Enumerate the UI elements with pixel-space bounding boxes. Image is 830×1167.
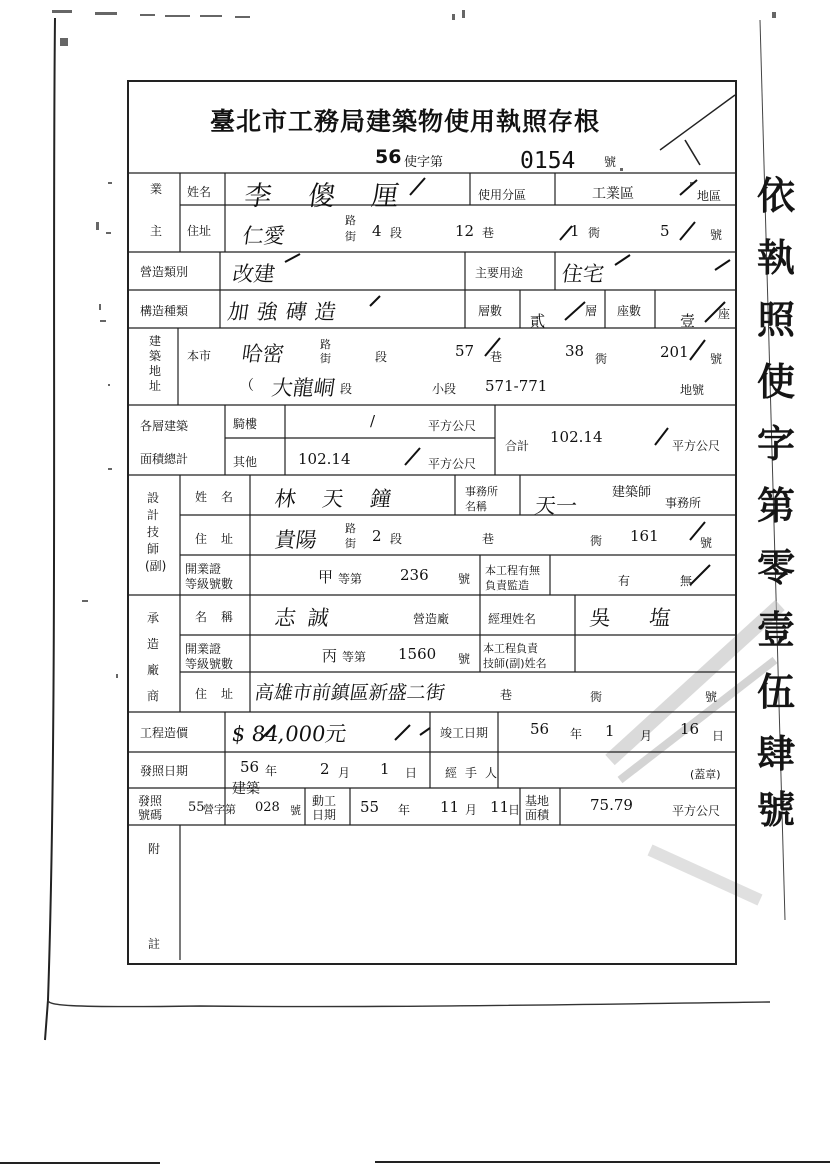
- contractor-license-grade: 丙: [322, 647, 338, 665]
- designer-section-label: 段: [390, 532, 403, 546]
- designer-license-number: 236: [400, 566, 429, 584]
- total-area-value: 102.14: [550, 428, 603, 446]
- site-number: 201: [660, 343, 689, 361]
- zoning-label: 使用分區: [478, 188, 527, 202]
- base-label-top: 基地: [525, 794, 550, 808]
- contractor-license-number: 1560: [398, 645, 437, 663]
- contractor-license-label-bottom: 等級號數: [185, 657, 234, 671]
- remarks-label-top: 附: [148, 842, 161, 856]
- total-area-label: 合計: [505, 439, 530, 453]
- owner-lane-label: 巷: [482, 226, 495, 240]
- contractor-address-label: 住址: [195, 687, 248, 701]
- complete-month-label: 月: [640, 729, 653, 743]
- issue-month-label: 月: [338, 766, 351, 780]
- permit-prefix: 55: [188, 800, 205, 815]
- owner-address-alley: 1: [570, 222, 580, 240]
- total-area-unit: 平方公尺: [672, 439, 721, 453]
- designer-name-label: 姓名: [195, 490, 248, 504]
- use-value: 住宅: [560, 262, 606, 286]
- manager-label: 經理姓名: [488, 612, 537, 626]
- issue-year-label: 年: [265, 764, 278, 778]
- side-stamp-char: 照: [756, 297, 795, 342]
- owner-street-label: 街: [345, 230, 356, 243]
- designer-name: 林 天 鐘: [273, 487, 403, 511]
- start-label-bottom: 日期: [312, 808, 337, 822]
- site-street-label: 街: [320, 352, 331, 365]
- site-alley-label: 衖: [595, 352, 608, 366]
- start-day-label: 日: [508, 803, 521, 817]
- site-vertical-label: 建築地址: [148, 334, 161, 393]
- side-stamp-char: 字: [756, 421, 795, 466]
- designer-road-label: 路: [345, 522, 356, 535]
- floors-unit: 層: [585, 304, 598, 318]
- contractor-name: 志誠: [273, 606, 343, 630]
- permit-number-value: 028: [255, 800, 280, 815]
- contractor-lane-label: 巷: [500, 688, 513, 702]
- complete-year: 56: [530, 720, 550, 738]
- issue-year: 56: [240, 758, 260, 776]
- issue-month: 2: [320, 760, 330, 778]
- owner-section-label: 段: [390, 226, 403, 240]
- start-day: 11: [490, 798, 510, 816]
- arcade-value: /: [370, 412, 376, 430]
- base-unit: 平方公尺: [672, 804, 721, 818]
- permit-number-suffix: 號: [604, 155, 617, 169]
- area-label-top: 各層建築: [140, 419, 189, 433]
- permit-label-top: 發照: [138, 794, 163, 808]
- side-stamp-char: 號: [756, 787, 795, 832]
- site-road-label: 路: [320, 338, 331, 351]
- site-number-label: 號: [710, 352, 723, 366]
- designer-address-section: 2: [372, 527, 382, 545]
- site-subsection-label: 小段: [432, 382, 457, 396]
- contractor-alley-label: 衖: [590, 690, 603, 704]
- engineer-label-bottom: 技師(副)姓名: [483, 657, 547, 670]
- cost-label: 工程造價: [140, 726, 189, 740]
- use-label: 主要用途: [475, 266, 524, 280]
- arcade-label: 騎樓: [233, 417, 258, 431]
- zoning-suffix: 地區: [697, 189, 722, 203]
- complete-month: 1: [605, 722, 615, 740]
- floors-label: 層數: [478, 304, 503, 318]
- other-value: 102.14: [298, 450, 351, 468]
- designer-address-road: 貴陽: [273, 528, 319, 552]
- supervise-yes: 有: [618, 574, 631, 588]
- designer-license-word: 等第: [338, 572, 363, 586]
- owner-name: 李 傻 厘: [242, 181, 415, 212]
- start-month-label: 月: [465, 803, 478, 817]
- designer-office-suffix-bottom: 事務所: [665, 496, 702, 510]
- owner-address-lane: 12: [455, 222, 475, 240]
- designer-license-label-bottom: 等級號數: [185, 577, 234, 591]
- complete-label: 竣工日期: [440, 726, 489, 740]
- designer-alley-label: 衖: [590, 534, 603, 548]
- permit-handwritten-note: 建築: [232, 781, 260, 797]
- floors-value: 貳: [530, 312, 546, 330]
- supervise-no: 無: [680, 574, 693, 588]
- designer-office-suffix-top: 建築師: [612, 485, 652, 500]
- designer-address-number: 161: [630, 527, 659, 545]
- owner-section-label-top: 業: [150, 182, 163, 196]
- base-label-bottom: 面積: [525, 808, 550, 822]
- contractor-license-suffix: 號: [458, 652, 471, 666]
- blocks-label: 座數: [617, 304, 642, 318]
- permit-label-bottom: 號碼: [138, 808, 163, 822]
- site-district-label: 段: [340, 382, 353, 396]
- designer-vertical-label: 設計技師(副): [145, 491, 167, 573]
- engineer-label-top: 本工程負責: [483, 642, 538, 655]
- owner-address-road: 仁愛: [241, 224, 287, 248]
- permit-number-suffix-label: 號: [290, 804, 301, 817]
- side-stamp-char: 執: [756, 235, 795, 280]
- site-lane-label: 巷: [490, 350, 503, 364]
- complete-day: 16: [680, 720, 700, 738]
- owner-address-number: 5: [660, 222, 670, 240]
- site-district: 大龍峒: [270, 376, 337, 400]
- site-section-label: 段: [375, 350, 388, 364]
- manager-name: 吳 塩: [588, 606, 689, 630]
- blocks-unit: 座: [718, 307, 731, 321]
- side-stamp-char: 肆: [756, 731, 795, 776]
- owner-address-section: 4: [372, 222, 382, 240]
- cost-value: $ 84,000元: [230, 722, 349, 746]
- owner-name-label: 姓名: [187, 185, 212, 199]
- owner-road-label: 路: [345, 214, 356, 227]
- side-stamp-char: 第: [756, 483, 795, 528]
- site-alley: 38: [565, 342, 585, 360]
- permit-number: 0154: [520, 148, 576, 174]
- category-value: 改建: [231, 262, 277, 286]
- designer-license-suffix: 號: [458, 572, 471, 586]
- area-label-bottom: 面積總計: [140, 452, 189, 466]
- owner-alley-label: 衖: [588, 226, 601, 240]
- contractor-type-label: 營造廠: [413, 612, 450, 626]
- blocks-value: 壹: [680, 312, 696, 330]
- site-road: 哈密: [240, 342, 286, 366]
- site-lane: 57: [455, 342, 475, 360]
- issue-day-label: 日: [405, 766, 418, 780]
- structure-value: 加強磚造: [226, 300, 346, 324]
- supervise-label-bottom: 負責監造: [485, 579, 529, 592]
- complete-year-label: 年: [570, 727, 583, 741]
- designer-license-label-top: 開業證: [185, 562, 222, 576]
- issue-day: 1: [380, 760, 390, 778]
- contractor-vertical-label: 承造廠商: [146, 611, 159, 703]
- side-stamp-char: 零: [756, 545, 795, 590]
- owner-address-label: 住址: [187, 224, 212, 238]
- side-stamp-char: 依: [756, 173, 795, 218]
- zoning-value: 工業區: [592, 186, 634, 202]
- site-city-label: 本市: [187, 349, 212, 363]
- designer-address-label: 住址: [195, 532, 248, 546]
- other-unit: 平方公尺: [428, 457, 477, 471]
- supervise-label-top: 本工程有無: [485, 564, 540, 577]
- designer-license-grade: 甲: [318, 568, 334, 586]
- contractor-number-label: 號: [705, 690, 718, 704]
- start-label-top: 動工: [312, 794, 337, 808]
- permit-word-label: 使字第: [404, 155, 444, 170]
- site-district-paren: （: [240, 378, 254, 394]
- arcade-unit: 平方公尺: [428, 419, 477, 433]
- owner-number-label: 號: [710, 228, 723, 242]
- category-label: 營造類別: [140, 265, 189, 279]
- designer-lane-label: 巷: [482, 532, 495, 546]
- side-stamp-char: 壹: [756, 607, 795, 652]
- side-stamp-char: 使: [756, 359, 795, 404]
- designer-office-label-top: 事務所: [465, 485, 498, 498]
- start-year-label: 年: [398, 803, 411, 817]
- side-stamp-char: 伍: [756, 669, 795, 714]
- seal-label: (蓋章): [690, 768, 721, 781]
- designer-office: 天一: [533, 494, 579, 518]
- permit-word: 營字第: [203, 803, 236, 816]
- designer-street-label: 街: [345, 537, 356, 550]
- contractor-license-label-top: 開業證: [185, 642, 222, 656]
- contractor-name-label: 名稱: [195, 610, 248, 624]
- contractor-address: 高雄市前鎮區新盛二街: [253, 682, 447, 704]
- permit-year-prefix: 56: [375, 146, 402, 168]
- start-month: 11: [440, 798, 460, 816]
- remarks-label-bottom: 註: [148, 937, 161, 951]
- contractor-license-word: 等第: [342, 650, 367, 664]
- page-title: 臺北市工務局建築物使用執照存根: [210, 107, 601, 136]
- site-lot-label: 地號: [680, 383, 705, 397]
- structure-label: 構造種類: [140, 304, 189, 318]
- other-label: 其他: [233, 455, 258, 469]
- complete-day-label: 日: [712, 729, 725, 743]
- base-area: 75.79: [590, 796, 633, 814]
- issue-label: 發照日期: [140, 764, 189, 778]
- designer-office-label-bottom: 名稱: [465, 500, 487, 513]
- designer-number-label: 號: [700, 536, 713, 550]
- owner-section-label-bottom: 主: [150, 224, 163, 238]
- handler-label: 經手人: [445, 766, 506, 780]
- site-lot: 571-771: [485, 377, 548, 395]
- start-year: 55: [360, 798, 380, 816]
